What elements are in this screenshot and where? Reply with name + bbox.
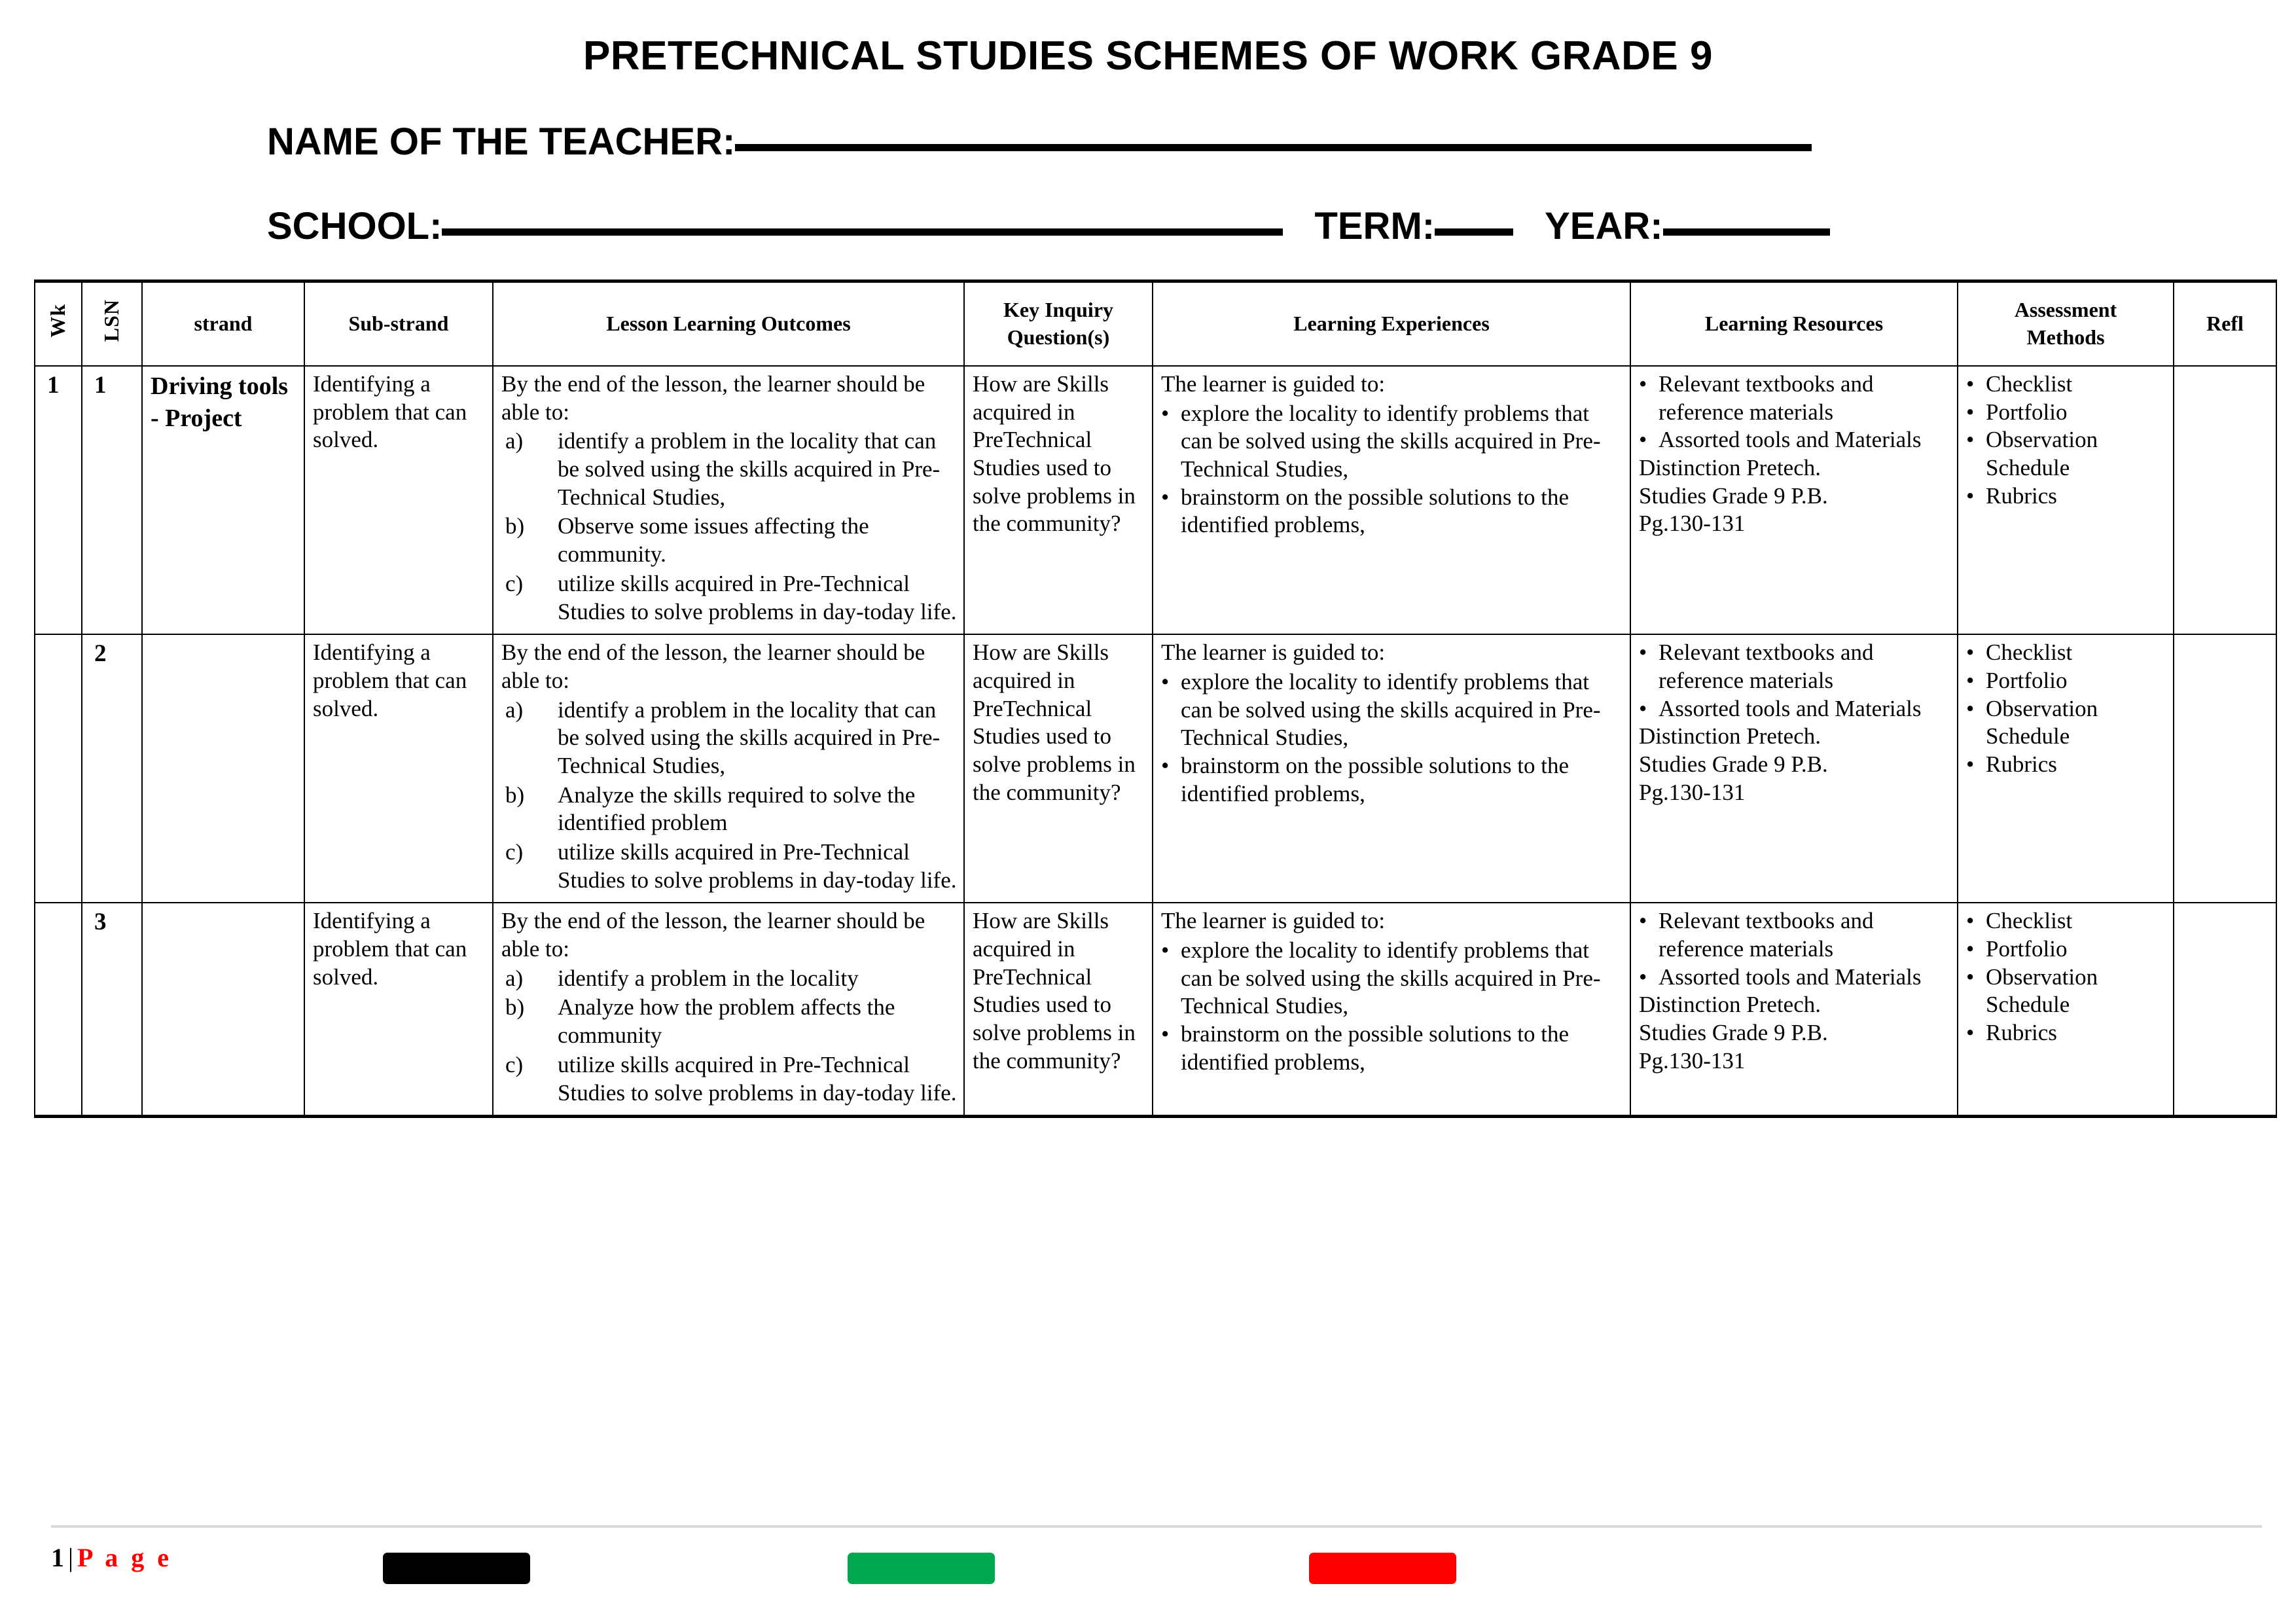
term-label: TERM: [1314,205,1435,247]
experience-item [1161,752,1624,808]
bullet-icon: • [1161,484,1170,510]
assessment-text: Checklist [1986,640,2073,666]
assessment-text: Observation Schedule [1986,695,2098,749]
outcome-item [501,1051,958,1107]
resource-reference-book [1639,723,1951,806]
color-swatch-red [1309,1553,1456,1584]
bullet-icon: • [1639,695,1647,721]
cell-lesson-number: 3 [82,903,142,1116]
cell-strand: Driving tools - Project [142,366,304,634]
cell-key-inquiry-question: How are Skills acquired in PreTechnical Studies used to solve problems in the community? [964,366,1153,634]
table-row [35,903,2276,1116]
resource-text: Relevant textbooks and reference materials [1659,371,1874,425]
outcome-marker: a) [505,428,524,454]
resource-reference-line: Studies Grade 9 P.B. [1639,751,1828,777]
assessment-item [1966,639,2167,667]
bullet-icon: • [1966,667,1975,693]
cell-strand [142,634,304,903]
outcomes-lead-text: By the end of the lesson, the learner should be able to: [501,908,925,962]
teacher-label: NAME OF THE TEACHER: [267,120,736,163]
cell-sub-strand: Identifying a problem that can solved. [304,366,493,634]
table-row [35,634,2276,903]
assessment-item [1966,695,2167,751]
column-header-strand: strand [142,281,304,367]
column-header-refl: Refl [2174,281,2276,367]
outcome-item [501,427,958,511]
assessment-item [1966,426,2167,482]
cell-learning-experiences [1153,634,1630,903]
color-swatch-black [383,1553,530,1584]
experience-text: brainstorm on the possible solutions to the identified problems, [1181,484,1570,538]
cell-sub-strand: Identifying a problem that can solved. [304,903,493,1116]
column-header-lesson-learning-outcomes: Lesson Learning Outcomes [493,281,964,367]
resource-text: Relevant textbooks and reference materials [1659,908,1874,962]
assessment-item [1966,482,2167,511]
column-header-key-inquiry-questions [964,281,1153,367]
outcome-text: Observe some issues affecting the community. [558,513,869,568]
cell-week: 1 [35,366,82,634]
page-word-label: P a g e [77,1543,172,1572]
bullet-icon: • [1966,371,1975,397]
outcome-text: Analyze the skills required to solve the identified problem [558,782,916,836]
cell-learning-experiences [1153,903,1630,1116]
experience-item [1161,1020,1624,1076]
bullet-icon: • [1966,640,1975,666]
assessment-text: Rubrics [1986,751,2057,777]
resource-reference-line: Distinction Pretech. [1639,455,1821,481]
cell-learning-experiences [1153,366,1630,634]
experience-text: explore the locality to identify problems that can be solved using the skills acquired in Pre-Technical Studies, [1181,937,1601,1019]
cell-learning-resources [1630,903,1958,1116]
school-blank[interactable] [442,206,1283,236]
year-blank[interactable] [1663,206,1830,236]
outcome-item [501,513,958,568]
cell-learning-resources [1630,634,1958,903]
asm-header-line1: Assessment [2014,298,2117,322]
resource-reference-book [1639,454,1951,538]
assessment-text: Rubrics [1986,482,2057,509]
assessment-text: Observation Schedule [1986,964,2098,1018]
experiences-lead-text: The learner is guided to: [1161,371,1386,397]
outcome-item [501,696,958,780]
cell-assessment-methods [1958,366,2174,634]
experience-text: explore the locality to identify problems that can be solved using the skills acquired in Pre-Technical Studies, [1181,400,1601,482]
school-label: SCHOOL: [267,205,442,247]
assessment-text: Portfolio [1986,936,2068,962]
assessment-text: Portfolio [1986,667,2068,693]
resource-reference-line: Pg.130-131 [1639,779,1746,805]
year-label: YEAR: [1545,205,1663,247]
cell-key-inquiry-question: How are Skills acquired in PreTechnical Studies used to solve problems in the community? [964,903,1153,1116]
resource-item [1639,426,1951,454]
column-header-assessment-methods [1958,281,2174,367]
assessment-item [1966,370,2167,399]
assessment-item [1966,667,2167,695]
outcome-text: utilize skills acquired in Pre-Technical Studies to solve problems in day-today life. [558,839,957,893]
resource-item [1639,907,1951,963]
schemes-of-work-table [34,280,2277,1118]
resource-reference-line: Pg.130-131 [1639,511,1746,537]
cell-lesson-number: 1 [82,366,142,634]
cell-lesson-learning-outcomes [493,634,964,903]
assessment-item [1966,399,2167,427]
color-swatch-green [848,1553,995,1584]
bullet-icon: • [1639,908,1647,934]
outcome-item [501,994,958,1049]
experience-item [1161,400,1624,484]
bullet-icon: • [1639,371,1647,397]
experiences-lead-text: The learner is guided to: [1161,908,1386,934]
cell-assessment-methods [1958,634,2174,903]
assessment-text: Checklist [1986,371,2073,397]
table-row [35,366,2276,634]
resource-reference-line: Studies Grade 9 P.B. [1639,482,1828,509]
resource-item [1639,370,1951,426]
resource-item [1639,695,1951,723]
experience-text: explore the locality to identify problems that can be solved using the skills acquired in Pre-Technical Studies, [1181,668,1601,751]
column-header-sub-strand: Sub-strand [304,281,493,367]
outcome-text: utilize skills acquired in Pre-Technical Studies to solve problems in day-today life. [558,1051,957,1106]
page-title: PRETECHNICAL STUDIES SCHEMES OF WORK GRADE 9 [583,33,1713,79]
cell-learning-resources [1630,366,1958,634]
page-footer [0,1525,2296,1613]
experience-item [1161,937,1624,1020]
outcome-item [501,839,958,894]
teacher-field-line [0,79,2296,164]
table-header-row [35,281,2276,367]
assessment-text: Observation Schedule [1986,427,2098,481]
outcome-marker: c) [505,839,524,865]
outcome-text: Analyze how the problem affects the community [558,994,895,1049]
bullet-icon: • [1966,399,1975,425]
outcome-text: utilize skills acquired in Pre-Technical Studies to solve problems in day-today life. [558,570,957,624]
bullet-icon: • [1966,751,1975,777]
experiences-lead-text: The learner is guided to: [1161,640,1386,666]
cell-reflection[interactable] [2174,366,2276,634]
cell-lesson-learning-outcomes [493,366,964,634]
cell-lesson-number: 2 [82,634,142,903]
outcome-text: identify a problem in the locality that can be solved using the skills acquired in Pre-Technical Studies, [558,428,941,510]
kiq-header-line1: Key Inquiry [1003,298,1114,322]
outcomes-lead-text: By the end of the lesson, the learner should be able to: [501,371,925,425]
cell-lesson-learning-outcomes [493,903,964,1116]
experience-text: brainstorm on the possible solutions to the identified problems, [1181,1021,1570,1075]
outcome-marker: a) [505,696,524,723]
column-header-learning-experiences: Learning Experiences [1153,281,1630,367]
bullet-icon: • [1639,964,1647,990]
resource-reference-line: Distinction Pretech. [1639,723,1821,749]
bullet-icon: • [1966,908,1975,934]
experience-text: brainstorm on the possible solutions to the identified problems, [1181,752,1570,806]
resource-reference-line: Pg.130-131 [1639,1047,1746,1074]
school-term-year-field-line [0,164,2296,248]
asm-header-line2: Methods [2026,325,2105,349]
outcome-marker: b) [505,994,525,1020]
column-header-lsn: LSN [82,281,142,367]
resource-text: Assorted tools and Materials [1659,695,1922,721]
bullet-icon: • [1966,964,1975,990]
assessment-item [1966,1019,2167,1047]
bullet-icon: • [1966,1020,1975,1046]
experience-item [1161,484,1624,539]
column-header-learning-resources: Learning Resources [1630,281,1958,367]
assessment-text: Checklist [1986,908,2073,934]
page-number: 1 [51,1543,64,1572]
resource-item [1639,639,1951,695]
bullet-icon: • [1639,427,1647,453]
assessment-text: Portfolio [1986,399,2068,425]
resource-reference-line: Studies Grade 9 P.B. [1639,1020,1828,1046]
resource-reference-book [1639,991,1951,1075]
outcome-item [501,782,958,837]
cell-strand [142,903,304,1116]
assessment-item [1966,935,2167,964]
resource-reference-line: Distinction Pretech. [1639,992,1821,1018]
page-number-indicator [51,1542,172,1573]
bullet-icon: • [1966,936,1975,962]
bullet-icon: • [1966,482,1975,509]
cell-reflection[interactable] [2174,903,2276,1116]
resource-text: Assorted tools and Materials [1659,427,1922,453]
outcome-marker: c) [505,1051,524,1077]
outcome-marker: c) [505,570,524,596]
teacher-blank[interactable] [735,122,1812,152]
bullet-icon: • [1161,752,1170,778]
outcome-marker: b) [505,513,525,539]
outcome-marker: b) [505,782,525,808]
assessment-item [1966,964,2167,1019]
bullet-icon: • [1161,400,1170,426]
bullet-icon: • [1966,695,1975,721]
bullet-icon: • [1161,668,1170,695]
cell-reflection[interactable] [2174,634,2276,903]
bullet-icon: • [1639,640,1647,666]
resource-item [1639,964,1951,992]
assessment-text: Rubrics [1986,1020,2057,1046]
bullet-icon: • [1161,1021,1170,1047]
page-separator: | [68,1543,74,1572]
term-blank[interactable] [1435,206,1513,236]
outcomes-lead-text: By the end of the lesson, the learner should be able to: [501,640,925,693]
document-header [0,0,2296,248]
cell-assessment-methods [1958,903,2174,1116]
cell-week [35,903,82,1116]
bullet-icon: • [1161,937,1170,964]
table-body [35,366,2276,1117]
bullet-icon: • [1966,427,1975,453]
resource-text: Relevant textbooks and reference materials [1659,640,1874,693]
outcome-text: identify a problem in the locality that can be solved using the skills acquired in Pre-Technical Studies, [558,696,941,778]
column-header-wk: Wk [35,281,82,367]
kiq-header-line2: Question(s) [1007,325,1110,349]
outcome-marker: a) [505,965,524,991]
outcome-text: identify a problem in the locality [558,965,859,991]
cell-sub-strand: Identifying a problem that can solved. [304,634,493,903]
experience-item [1161,668,1624,752]
outcome-item [501,965,958,993]
cell-key-inquiry-question: How are Skills acquired in PreTechnical Studies used to solve problems in the community? [964,634,1153,903]
assessment-item [1966,907,2167,935]
resource-text: Assorted tools and Materials [1659,964,1922,990]
cell-week [35,634,82,903]
outcome-item [501,570,958,626]
assessment-item [1966,751,2167,779]
